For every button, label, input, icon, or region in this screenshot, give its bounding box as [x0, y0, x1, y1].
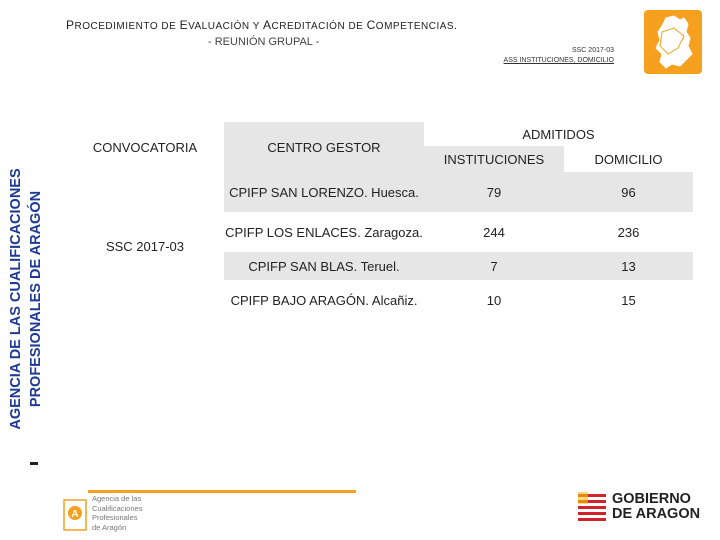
vertical-divider	[30, 462, 38, 465]
admitted-table	[66, 122, 693, 320]
instituciones-cell: 7	[424, 252, 564, 280]
domicilio-cell: 96	[564, 172, 693, 212]
header-admitidos: ADMITIDOS	[522, 126, 595, 142]
header-centro-gestor: CENTRO GESTOR	[224, 122, 424, 172]
footer-accent-line	[88, 490, 356, 493]
centro-cell: CPIFP LOS ENLACES. Zaragoza.	[225, 224, 423, 240]
agency-name: Agencia de las Cualificaciones Profesionales de Aragón	[92, 494, 143, 532]
agency-logo-icon	[62, 496, 88, 532]
gobierno-aragon-logo: GOBIERNO DE ARAGON	[612, 491, 701, 522]
header-convocatoria: CONVOCATORIA	[92, 139, 198, 155]
domicilio-cell: 236	[617, 224, 640, 240]
instituciones-cell: 10	[486, 292, 502, 308]
svg-text:A: A	[71, 509, 79, 520]
aragon-map-logo	[644, 10, 702, 74]
domicilio-cell: 15	[621, 292, 636, 308]
domicilio-cell: 13	[564, 252, 693, 280]
page-subtitle: - REUNIÓN GRUPAL -	[208, 36, 320, 48]
convocatoria-value: SSC 2017-03	[66, 172, 224, 320]
agency-logo	[62, 496, 88, 532]
header-domicilio: DOMICILIO	[594, 151, 663, 167]
aragon-flag-icon	[578, 492, 606, 522]
aragon-map-icon	[644, 10, 702, 74]
instituciones-cell: 244	[483, 224, 505, 240]
ref-description: ASS INSTITUCIONES, DOMICILIO	[503, 57, 614, 64]
ref-code: SSC 2017-03	[571, 47, 614, 54]
centro-cell: CPIFP SAN BLAS. Teruel.	[224, 252, 424, 280]
reference-block	[504, 46, 614, 66]
centro-cell: CPIFP SAN LORENZO. Huesca.	[224, 172, 424, 212]
page-title: PROCEDIMIENTO DE EVALUACIÓN Y ACREDITACIÓN DE COMPETENCIAS.	[66, 18, 458, 32]
instituciones-cell: 79	[424, 172, 564, 212]
agency-title-line1: AGENCIA DE LAS CUALIFICACIONES	[8, 168, 24, 430]
centro-cell: CPIFP BAJO ARAGÓN. Alcañiz.	[230, 292, 418, 308]
agency-title-line2: PROFESIONALES DE ARAGÓN	[28, 190, 44, 408]
vertical-agency-title	[6, 138, 48, 460]
header-instituciones: INSTITUCIONES	[424, 146, 564, 172]
